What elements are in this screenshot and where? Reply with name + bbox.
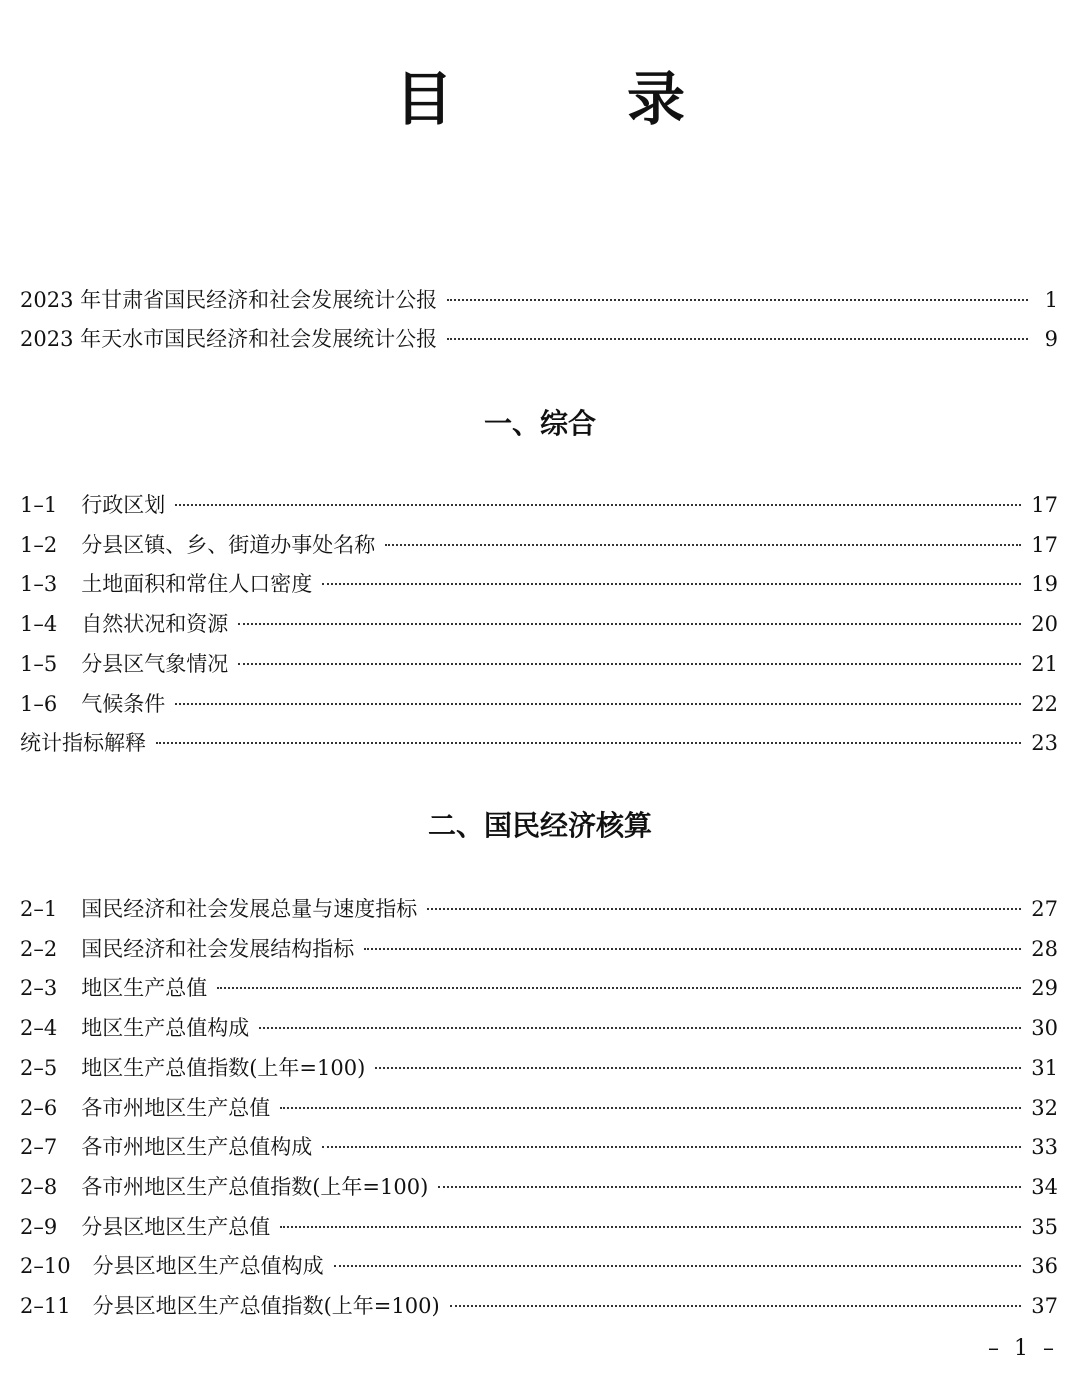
- toc-entry-report-2[interactable]: [20, 323, 1058, 353]
- toc-entry-report-1[interactable]: [20, 284, 1058, 314]
- toc-entry-number: 1–3: [20, 572, 58, 597]
- toc-entry[interactable]: [20, 529, 1058, 559]
- dot-leader: [259, 1026, 1021, 1029]
- toc-entry[interactable]: [20, 1250, 1058, 1280]
- toc-entry-page: 36: [1031, 1254, 1058, 1279]
- section-heading-2: 二、国民经济核算: [427, 809, 652, 842]
- toc-entry-page: 1: [1044, 288, 1058, 312]
- toc-entry-label: 行政区划: [81, 493, 166, 517]
- toc-entry-page: 32: [1031, 1095, 1058, 1120]
- toc-entry-page: 35: [1031, 1214, 1058, 1239]
- toc-entry-number: 1–2: [20, 532, 58, 557]
- toc-entry-page: 37: [1031, 1294, 1058, 1318]
- toc-entry-number: 1–5: [20, 651, 58, 676]
- toc-entry-page: 22: [1031, 691, 1058, 716]
- dot-leader: [175, 702, 1021, 705]
- dot-leader: [427, 907, 1021, 910]
- toc-entry-label: 分县区地区生产总值构成: [92, 1254, 324, 1279]
- toc-entry[interactable]: [20, 648, 1058, 678]
- toc-entry-page: 21: [1031, 651, 1058, 676]
- toc-entry-number: 2–7: [20, 1135, 58, 1160]
- page-title: 目 录: [394, 65, 743, 133]
- toc-entry[interactable]: [20, 1171, 1058, 1201]
- toc-entry-label: 各市州地区生产总值构成: [81, 1135, 313, 1160]
- toc-entry-label: 地区生产总值: [81, 976, 208, 1001]
- toc-entry-page: 28: [1031, 936, 1058, 961]
- toc-entry-page: 23: [1031, 731, 1058, 756]
- toc-entry-number: 2–4: [20, 1016, 58, 1041]
- toc-entry-label: 2023 年天水市国民经济和社会发展统计公报: [20, 327, 438, 351]
- toc-entry[interactable]: [20, 933, 1058, 963]
- toc-entry-number: 2–9: [20, 1214, 58, 1239]
- dot-leader: [322, 582, 1021, 585]
- toc-entry-page: 20: [1031, 612, 1058, 637]
- toc-entry-label: 各市州地区生产总值指数(上年=100): [81, 1174, 429, 1199]
- toc-entry-number: 2–8: [20, 1174, 58, 1199]
- toc-entry-number: 2–3: [20, 976, 58, 1001]
- toc-entry-label: 分县区镇、乡、街道办事处名称: [81, 532, 376, 557]
- dot-leader: [364, 947, 1021, 950]
- toc-entry-label: 气候条件: [81, 691, 166, 716]
- toc-entry[interactable]: [20, 972, 1058, 1002]
- toc-entry-page: 17: [1031, 493, 1058, 517]
- dot-leader: [175, 503, 1021, 506]
- toc-entry-label: 各市州地区生产总值: [81, 1095, 271, 1120]
- section-heading-1: 一、综合: [483, 407, 596, 440]
- dot-leader: [156, 741, 1021, 744]
- toc-entry-page: 9: [1044, 327, 1058, 351]
- toc-entry-label: 土地面积和常住人口密度: [81, 572, 313, 597]
- toc-entry-page: 27: [1031, 897, 1058, 921]
- toc-entry-label: 地区生产总值构成: [81, 1016, 250, 1041]
- toc-entry-label: 国民经济和社会发展结构指标: [81, 936, 355, 961]
- toc-entry-page: 34: [1031, 1174, 1058, 1199]
- toc-entry-number: 2–2: [20, 936, 58, 961]
- toc-entry[interactable]: [20, 1012, 1058, 1042]
- toc-entry[interactable]: [20, 688, 1058, 718]
- toc-entry-label: 2023 年甘肃省国民经济和社会发展统计公报: [20, 288, 438, 312]
- toc-entry[interactable]: [20, 1290, 1058, 1320]
- toc-entry-label: 分县区地区生产总值: [81, 1214, 271, 1239]
- toc-entry-number: 1–1: [20, 493, 58, 517]
- toc-entry-page: 33: [1031, 1135, 1058, 1160]
- toc-entry-page: 19: [1031, 572, 1058, 597]
- toc-entry[interactable]: [20, 489, 1058, 519]
- toc-entry[interactable]: [20, 1211, 1058, 1241]
- dot-leader: [238, 662, 1021, 665]
- toc-entry-label: 统计指标解释: [20, 731, 146, 756]
- toc-entry[interactable]: [20, 727, 1058, 757]
- toc-entry-label: 地区生产总值指数(上年=100): [81, 1055, 366, 1080]
- toc-entry[interactable]: [20, 1131, 1058, 1161]
- toc-entry-page: 30: [1031, 1016, 1058, 1041]
- toc-entry-label: 分县区气象情况: [81, 651, 229, 676]
- page-number: – 1 –: [988, 1336, 1058, 1361]
- toc-entry-number: 2–11: [20, 1294, 71, 1318]
- dot-leader: [238, 622, 1021, 625]
- toc-entry-page: 17: [1031, 532, 1058, 557]
- dot-leader: [385, 543, 1021, 546]
- toc-entry-page: 29: [1031, 976, 1058, 1001]
- toc-entry-number: 2–6: [20, 1095, 58, 1120]
- dot-leader: [375, 1066, 1021, 1069]
- dot-leader: [217, 986, 1021, 989]
- toc-entry-number: 1–4: [20, 612, 58, 637]
- toc-entry[interactable]: [20, 893, 1058, 923]
- toc-entry-number: 2–1: [20, 897, 58, 921]
- toc-entry[interactable]: [20, 1092, 1058, 1122]
- toc-entry-number: 2–5: [20, 1055, 58, 1080]
- dot-leader: [280, 1106, 1021, 1109]
- toc-entry-label: 自然状况和资源: [81, 612, 229, 637]
- toc-entry-label: 分县区地区生产总值指数(上年=100): [92, 1294, 440, 1318]
- toc-entry-label: 国民经济和社会发展总量与速度指标: [81, 897, 418, 921]
- dot-leader: [280, 1225, 1021, 1228]
- dot-leader: [447, 337, 1028, 340]
- toc-entry[interactable]: [20, 608, 1058, 638]
- toc-entry-number: 2–10: [20, 1254, 71, 1279]
- toc-entry-number: 1–6: [20, 691, 58, 716]
- dot-leader: [447, 298, 1028, 301]
- toc-entry[interactable]: [20, 568, 1058, 598]
- dot-leader: [438, 1185, 1021, 1188]
- toc-entry[interactable]: [20, 1052, 1058, 1082]
- dot-leader: [450, 1304, 1022, 1307]
- dot-leader: [322, 1145, 1021, 1148]
- toc-entry-page: 31: [1031, 1055, 1058, 1080]
- dot-leader: [334, 1264, 1022, 1267]
